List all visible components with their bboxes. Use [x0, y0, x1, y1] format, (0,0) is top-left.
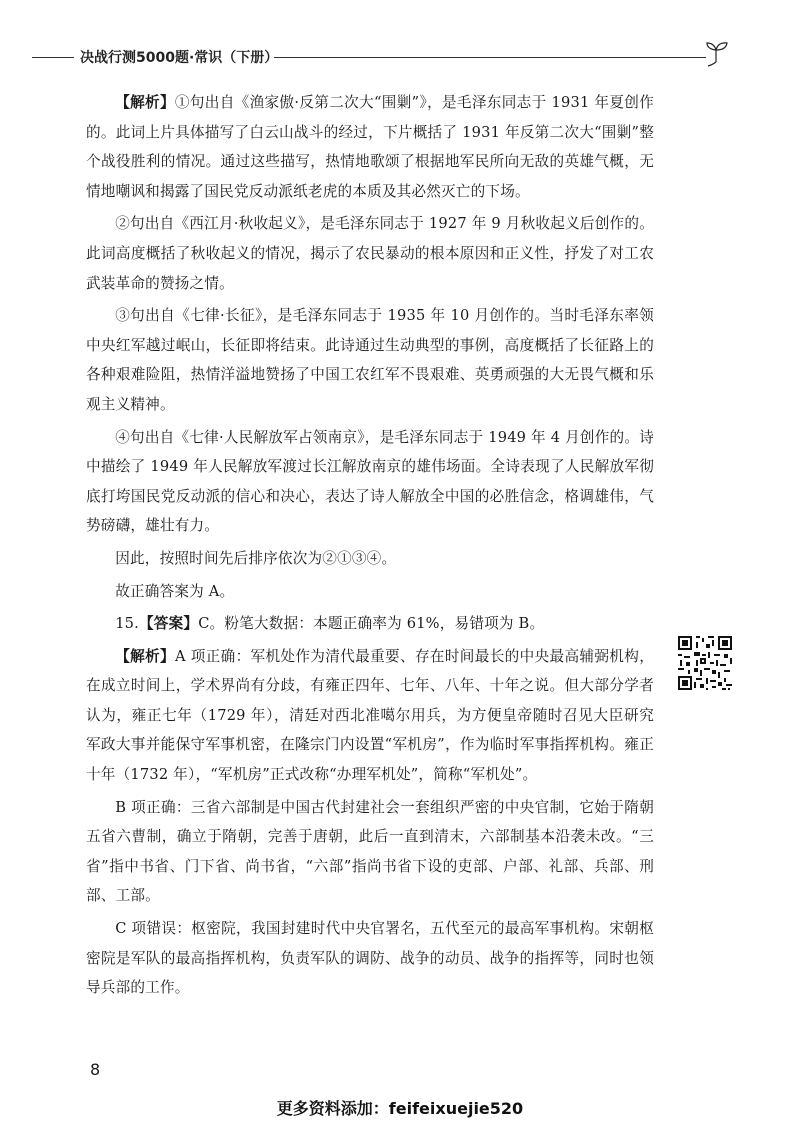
running-header — [32, 40, 732, 76]
question-15-analysis-a — [86, 642, 654, 790]
analysis-text-1: ①句出自《渔家傲·反第二次大“围剿”》，是毛泽东同志于 1931 年夏创作的。此词上片具体描写了白云山战斗的经过，下片概括了 1931 年反第二次大“围剿”整个战役胜利的情况。通过这些描写，热情地歌颂了根据地军民所向无敌的英雄气概，无情地嘲讽和揭露了国民党反动派纸老虎的本质及其必然灭亡的下场。 — [86, 94, 654, 200]
header-rule-left — [32, 57, 74, 58]
analysis-option-a: A 项正确：军机处作为清代最重要、存在时间最长的中央最高辅弼机构，在成立时间上，学术界尚有分歧，有雍正四年、七年、八年、十年之说。但大部分学者认为，雍正七年（1729 年），清廷对西北准噶尔用兵，为方便皇帝随时召见大臣研究军政大事并能保守军事机密，在隆宗门内设置“军机房”，作为临时军事指挥机构。雍正十年（1732 年），“军机房”正式改称“办理军机处”，简称“军机处”。 — [86, 647, 654, 784]
paragraph-answer-14: 故正确答案为 A。 — [115, 582, 235, 600]
qr-code-icon — [676, 634, 734, 692]
paragraph-conclusion: 因此，按照时间先后排序依次为②①③④。 — [115, 549, 397, 567]
paragraph-analysis-4: ④句出自《七律·人民解放军占领南京》，是毛泽东同志于 1949 年 4 月创作的。诗中描绘了 1949 年人民解放军渡过长江解放南京的雄伟场面。全诗表现了人民解放军彻底打垮国民党反动派的信心和决心，表达了诗人解放全中国的必胜信念，格调雄伟，气势磅礴，雄壮有力。 — [86, 428, 654, 535]
page-body — [86, 88, 654, 1003]
header-title: 决战行测5000题·常识（下册） — [80, 50, 279, 66]
footer-contact: 更多资料添加：feifeixuejie520 — [276, 1099, 524, 1118]
analysis-label: 【解析】 — [115, 94, 175, 111]
question-15-answer — [86, 609, 654, 639]
sprout-icon — [704, 40, 734, 76]
analysis-label-15: 【解析】 — [115, 647, 175, 665]
page-number: 8 — [90, 1060, 101, 1079]
paragraph-analysis-2: ②句出自《西江月·秋收起义》，是毛泽东同志于 1927 年 9 月秋收起义后创作的。此词高度概括了秋收起义的情况，揭示了农民暴动的根本原因和正义性，抒发了对工农武装革命的赞扬之情。 — [86, 215, 654, 292]
answer-label: 【答案】 — [139, 615, 199, 633]
paragraph-analysis-3: ③句出自《七律·长征》，是毛泽东同志于 1935 年 10 月创作的。当时毛泽东率领中央红军越过岷山，长征即将结束。此诗通过生动典型的事例，高度概括了长征路上的各种艰难险阻，热情洋溢地赞扬了中国工农红军不畏艰难、英勇顽强的大无畏气概和乐观主义精神。 — [86, 307, 654, 413]
paragraph-analysis-1 — [86, 88, 654, 206]
question-15-analysis-b: B 项正确：三省六部制是中国古代封建社会一套组织严密的中央官制，它始于隋朝五省六曹制，确立于隋朝，完善于唐朝，此后一直到清末，六部制基本沿袭未改。“三省”指中书省、门下省、尚书省，“六部”指尚书省下设的吏部、户部、礼部、兵部、刑部、工部。 — [86, 798, 654, 905]
answer-text: C。粉笔大数据：本题正确率为 61%，易错项为 B。 — [198, 615, 545, 633]
question-15-analysis-c: C 项错误：枢密院，我国封建时代中央官署名，五代至元的最高军事机构。宋朝枢密院是军队的最高指挥机构，负责军队的调防、战争的动员、战争的指挥等，同时也领导兵部的工作。 — [86, 920, 654, 997]
header-rule-right — [274, 57, 706, 58]
question-number: 15. — [115, 615, 139, 633]
